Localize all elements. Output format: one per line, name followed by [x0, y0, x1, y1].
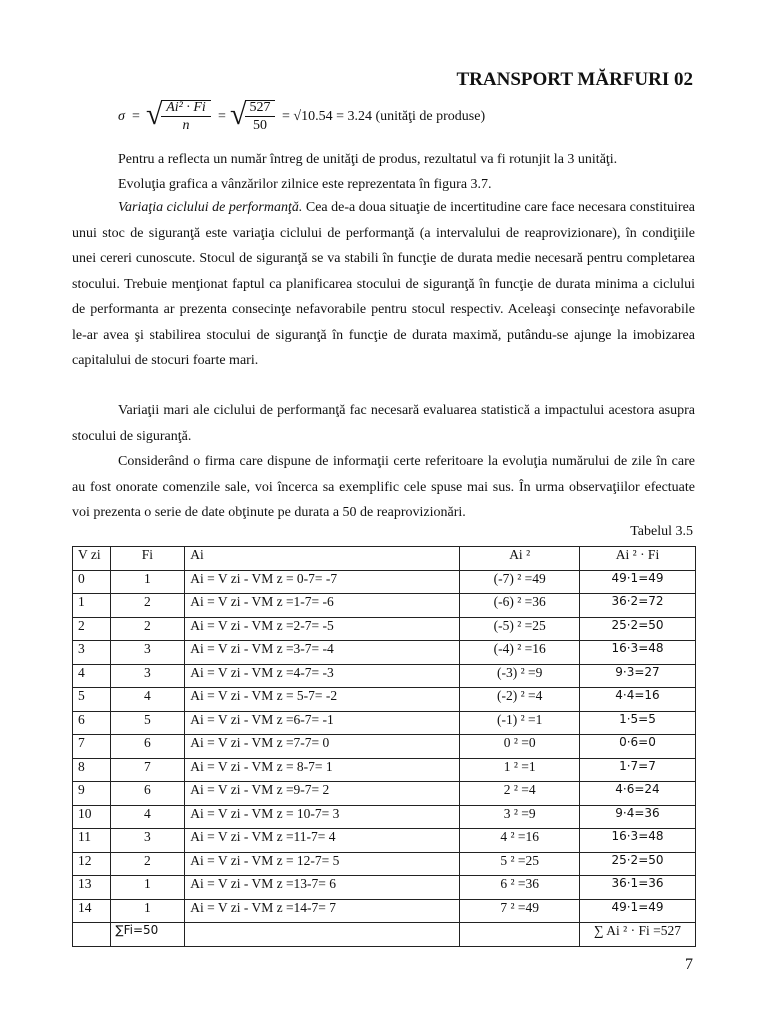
cell-ai2: (-1) ² =1	[460, 711, 580, 735]
cell-ai2fi: 25·2=50	[579, 852, 695, 876]
cell-fi: 6	[110, 735, 185, 759]
table-body	[73, 570, 696, 923]
table-row	[73, 664, 696, 688]
cell-vzi: 14	[73, 899, 111, 923]
cell-fi: 1	[110, 899, 185, 923]
header-ai: Ai	[185, 547, 460, 571]
cell-vzi: 6	[73, 711, 111, 735]
header-vzi: V zi	[73, 547, 111, 571]
cell-ai: Ai = V zi - VM z =13-7= 6	[185, 876, 460, 900]
cell-ai: Ai = V zi - VM z =2-7= -5	[185, 617, 460, 641]
table-row	[73, 805, 696, 829]
sigma-symbol: σ	[118, 109, 125, 124]
cell-fi: 2	[110, 617, 185, 641]
cell-ai2fi: 16·3=48	[579, 641, 695, 665]
cell-ai2fi: 4·4=16	[579, 688, 695, 712]
cell-ai: Ai = V zi - VM z =6-7= -1	[185, 711, 460, 735]
table-row	[73, 617, 696, 641]
cell-vzi: 8	[73, 758, 111, 782]
table-row	[73, 594, 696, 618]
fraction-2	[245, 100, 275, 134]
footer-cell	[185, 923, 460, 947]
root-sign: √	[146, 98, 163, 131]
page-header: TRANSPORT MĂRFURI 02	[456, 69, 693, 90]
cell-fi: 1	[110, 570, 185, 594]
cell-ai2: (-4) ² =16	[460, 641, 580, 665]
denominator-2: 50	[253, 118, 267, 133]
page-number: 7	[685, 956, 693, 973]
table-row	[73, 829, 696, 853]
footer-sum-ai2fi: ∑ Ai ² · Fi =527	[579, 923, 695, 947]
table-caption: Tabelul 3.5	[630, 524, 693, 539]
cell-fi: 3	[110, 664, 185, 688]
cell-ai2fi: 36·2=72	[579, 594, 695, 618]
cell-vzi: 10	[73, 805, 111, 829]
cell-ai2fi: 36·1=36	[579, 876, 695, 900]
cell-ai: Ai = V zi - VM z = 0-7= -7	[185, 570, 460, 594]
cell-fi: 4	[110, 688, 185, 712]
cell-vzi: 9	[73, 782, 111, 806]
footer-sum-fi: ∑Fi=50	[110, 923, 185, 947]
cell-ai2: 6 ² =36	[460, 876, 580, 900]
cell-fi: 3	[110, 641, 185, 665]
paragraph-3: Variaţia ciclului de performanţă. Cea de-a doua situaţie de incertitudine care face necesara constituirea unui stoc de siguranţă este variaţia ciclului de performanţă (a intervalului de reaprovizionare), în condiţiile unei cereri cunoscute. Stocul de siguranţă se va stabili în funcţie de durata medie necesară pentru completarea stocului. Trebuie menţionat faptul ca planificarea stocului de siguranţă în funcţie de durata minima a ciclului de performanta ar prezenta consecinţe nefavorabile pentru stocul respectiv. Aceleaşi consecinţe nefavorabile le-ar avea şi stabilirea stocului de siguranţă în funcţie de durata maximă, putându-se ajunge la imobizarea capitalului de stocuri foarte mari.	[72, 200, 695, 368]
numerator-2: 527	[245, 100, 275, 117]
cell-ai2fi: 49·1=49	[579, 570, 695, 594]
table-row	[73, 852, 696, 876]
cell-ai: Ai = V zi - VM z = 12-7= 5	[185, 852, 460, 876]
cell-vzi: 2	[73, 617, 111, 641]
table-row	[73, 688, 696, 712]
table-row	[73, 570, 696, 594]
table-row	[73, 876, 696, 900]
cell-ai2: 2 ² =4	[460, 782, 580, 806]
footer-cell	[460, 923, 580, 947]
italic-lead: Variaţia ciclului de performanţă.	[118, 200, 303, 215]
cell-vzi: 5	[73, 688, 111, 712]
paragraph-4: Variaţii mari ale ciclului de performanţă fac necesară evaluarea statistică a impactului acestora asupra stocului de siguranţă.	[72, 403, 695, 444]
paragraph-2: Evoluţia grafica a vânzărilor zilnice este reprezentata în figura 3.7.	[118, 177, 492, 192]
cell-vzi: 4	[73, 664, 111, 688]
table-row	[73, 899, 696, 923]
cell-ai: Ai = V zi - VM z =3-7= -4	[185, 641, 460, 665]
cell-fi: 6	[110, 782, 185, 806]
cell-vzi: 12	[73, 852, 111, 876]
table-row	[73, 758, 696, 782]
denominator: n	[182, 118, 190, 133]
table-footer-row	[73, 923, 696, 947]
cell-vzi: 13	[73, 876, 111, 900]
formula-result: = √10.54 = 3.24 (unităţi de produse)	[282, 109, 486, 124]
cell-vzi: 3	[73, 641, 111, 665]
cell-ai2fi: 1·7=7	[579, 758, 695, 782]
cell-ai2: 4 ² =16	[460, 829, 580, 853]
paragraph-1: Pentru a reflecta un număr întreg de unităţi de produs, rezultatul va fi rotunjit la 3 unităţi.	[118, 152, 618, 167]
cell-ai2fi: 9·4=36	[579, 805, 695, 829]
table-row	[73, 641, 696, 665]
cell-ai2: (-7) ² =49	[460, 570, 580, 594]
cell-ai2: 0 ² =0	[460, 735, 580, 759]
cell-ai2: 5 ² =25	[460, 852, 580, 876]
cell-ai2fi: 4·6=24	[579, 782, 695, 806]
cell-ai2: (-5) ² =25	[460, 617, 580, 641]
footer-cell	[73, 923, 111, 947]
numerator: Ai² · Fi	[161, 100, 211, 117]
cell-ai: Ai = V zi - VM z = 5-7= -2	[185, 688, 460, 712]
cell-ai: Ai = V zi - VM z =1-7= -6	[185, 594, 460, 618]
cell-fi: 2	[110, 594, 185, 618]
cell-fi: 1	[110, 876, 185, 900]
header-fi: Fi	[110, 547, 185, 571]
cell-ai2: 1 ² =1	[460, 758, 580, 782]
cell-ai: Ai = V zi - VM z = 8-7= 1	[185, 758, 460, 782]
cell-vzi: 1	[73, 594, 111, 618]
data-table	[72, 546, 696, 947]
header-ai2: Ai ²	[460, 547, 580, 571]
cell-ai2: (-3) ² =9	[460, 664, 580, 688]
cell-fi: 3	[110, 829, 185, 853]
cell-ai2fi: 1·5=5	[579, 711, 695, 735]
cell-vzi: 0	[73, 570, 111, 594]
cell-ai2fi: 49·1=49	[579, 899, 695, 923]
cell-fi: 5	[110, 711, 185, 735]
table-header-row	[73, 547, 696, 571]
cell-ai: Ai = V zi - VM z =11-7= 4	[185, 829, 460, 853]
cell-vzi: 11	[73, 829, 111, 853]
cell-ai2: 7 ² =49	[460, 899, 580, 923]
cell-ai: Ai = V zi - VM z =9-7= 2	[185, 782, 460, 806]
cell-fi: 2	[110, 852, 185, 876]
std-dev-formula: σ = √ $\frac{\text{Ai² · Fi}}{n}$ = √ $\frac{527}{50}$ = √10.54 = 3.24 (unităţi de produse)	[118, 98, 486, 133]
cell-fi: 7	[110, 758, 185, 782]
table-row	[73, 711, 696, 735]
header-ai2fi: Ai ² · Fi	[579, 547, 695, 571]
table-row	[73, 782, 696, 806]
cell-ai2: (-2) ² =4	[460, 688, 580, 712]
cell-ai2fi: 0·6=0	[579, 735, 695, 759]
cell-ai2fi: 25·2=50	[579, 617, 695, 641]
fraction-1	[161, 100, 211, 134]
cell-ai2fi: 9·3=27	[579, 664, 695, 688]
cell-ai: Ai = V zi - VM z =14-7= 7	[185, 899, 460, 923]
cell-ai: Ai = V zi - VM z =4-7= -3	[185, 664, 460, 688]
cell-vzi: 7	[73, 735, 111, 759]
cell-ai2: (-6) ² =36	[460, 594, 580, 618]
cell-fi: 4	[110, 805, 185, 829]
cell-ai2: 3 ² =9	[460, 805, 580, 829]
cell-ai: Ai = V zi - VM z = 10-7= 3	[185, 805, 460, 829]
table-row	[73, 735, 696, 759]
paragraph-5: Considerând o firma care dispune de informaţii certe referitoare la evoluţia numărului de zile în care au fost onorate comenzile sale, voi încerca sa exemplific cele spuse mai sus. În urma observaţiilor efectuate voi prezenta o serie de date obţinute pe durata a 50 de reaprovizionări.	[72, 454, 695, 520]
cell-ai: Ai = V zi - VM z =7-7= 0	[185, 735, 460, 759]
cell-ai2fi: 16·3=48	[579, 829, 695, 853]
